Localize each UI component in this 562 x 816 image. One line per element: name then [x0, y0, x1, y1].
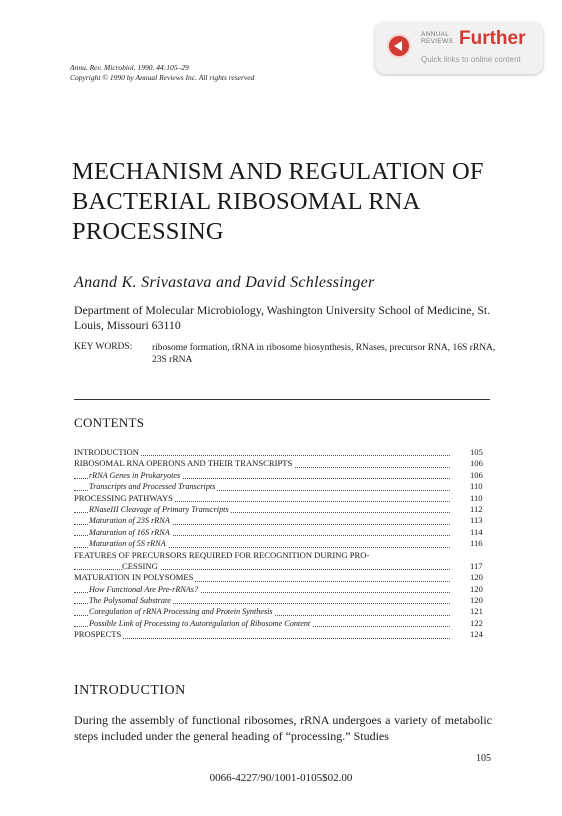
toc-page: 117 [470, 560, 483, 571]
table-of-contents [74, 447, 490, 641]
toc-label: Coregulation of rRNA Processing and Protein Synthesis [89, 607, 273, 617]
toc-subentry[interactable] [74, 470, 490, 481]
toc-entry[interactable] [74, 458, 490, 469]
toc-entry[interactable] [74, 550, 490, 561]
toc-subentry[interactable] [74, 538, 490, 549]
toc-subentry[interactable] [74, 618, 490, 629]
author-affiliation: Department of Molecular Microbiology, Washington University School of Medicine, St. Louis, Missouri 63110 [74, 303, 491, 332]
toc-subentry[interactable] [74, 481, 490, 492]
price-code: 0066-4227/90/1001-0105$02.00 [209, 772, 353, 784]
toc-subentry[interactable] [74, 515, 490, 526]
toc-page: 110 [470, 481, 483, 492]
badge-brand-line1: ANNUAL [421, 31, 450, 38]
toc-page: 121 [470, 606, 483, 617]
toc-entry-continued[interactable] [74, 561, 490, 572]
introduction-heading: INTRODUCTION [74, 683, 186, 698]
journal-citation: Annu. Rev. Microbiol. 1990. 44:105–29 [70, 63, 189, 72]
toc-label: CESSING [122, 560, 158, 571]
toc-label: RIBOSOMAL RNA OPERONS AND THEIR TRANSCRIPTS [74, 458, 293, 469]
article-authors: Anand K. Srivastava and David Schlessinger [74, 274, 375, 291]
toc-page: 122 [470, 617, 483, 628]
section-divider [74, 399, 490, 400]
toc-entry[interactable] [74, 572, 490, 583]
toc-page: 112 [470, 503, 483, 514]
toc-label: MATURATION IN POLYSOMES [74, 572, 194, 583]
toc-label: PROSPECTS [74, 629, 122, 640]
toc-label: INTRODUCTION [74, 447, 139, 457]
keywords-text: ribosome formation, tRNA in ribosome biosynthesis, RNases, precursor RNA, 16S rRNA, 23S rRNA [152, 343, 496, 365]
article-title: MECHANISM AND REGULATION OF BACTERIAL RIBOSOMAL RNA PROCESSING [72, 158, 484, 245]
toc-page: 120 [470, 595, 483, 606]
toc-entry[interactable] [74, 447, 490, 458]
toc-page: 106 [470, 458, 483, 469]
contents-heading: CONTENTS [74, 415, 145, 430]
toc-subentry[interactable] [74, 504, 490, 515]
toc-entry[interactable] [74, 629, 490, 640]
badge-brand-line2: REVIEWS [421, 38, 454, 45]
journal-copyright: Copyright © 1990 by Annual Reviews Inc. All rights reserved [70, 72, 255, 82]
keywords-label: KEY WORDS: [74, 342, 133, 352]
toc-label: FEATURES OF PRECURSORS REQUIRED FOR RECOGNITION DURING PRO- [74, 549, 370, 560]
toc-page: 106 [470, 469, 483, 480]
toc-page: 110 [470, 492, 483, 503]
annual-reviews-further-badge[interactable] [375, 22, 543, 74]
toc-label: The Polysomal Substrate [89, 596, 171, 606]
toc-entry[interactable] [74, 493, 490, 504]
introduction-paragraph: During the assembly of functional ribosomes, rRNA undergoes a variety of metabolic steps included under the general heading of “processing.” Studies [74, 713, 492, 743]
toc-label: PROCESSING PATHWAYS [74, 492, 173, 503]
badge-brand [421, 31, 453, 45]
badge-tagline: Quick links to online content [421, 55, 521, 64]
toc-label: Maturation of 16S rRNA [89, 527, 170, 537]
toc-page: 114 [470, 526, 483, 537]
toc-subentry[interactable] [74, 595, 490, 606]
toc-label: Maturation of 23S rRNA [89, 516, 170, 526]
toc-label: rRNA Genes in Prokaryotes [89, 470, 181, 480]
toc-label: Possible Link of Processing to Autoregulation of Ribosome Content [89, 618, 311, 628]
toc-page: 105 [470, 447, 483, 457]
journal-header [70, 63, 254, 82]
badge-name: Further [459, 28, 526, 49]
leader-dots [74, 638, 450, 639]
play-icon [387, 34, 411, 58]
toc-page: 120 [470, 583, 483, 594]
toc-label: Transcripts and Processed Transcripts [89, 482, 216, 492]
toc-page: 120 [470, 572, 483, 583]
toc-page: 124 [470, 629, 483, 640]
toc-label: Maturation of 5S rRNA [89, 539, 166, 549]
page-number: 105 [476, 753, 491, 764]
toc-page: 113 [470, 515, 483, 526]
toc-subentry[interactable] [74, 527, 490, 538]
toc-label: How Functional Are Pre-rRNAs? [89, 584, 199, 594]
toc-page: 116 [470, 538, 483, 549]
toc-subentry[interactable] [74, 606, 490, 617]
toc-subentry[interactable] [74, 584, 490, 595]
toc-label: RNaseIII Cleavage of Primary Transcripts [89, 504, 229, 514]
